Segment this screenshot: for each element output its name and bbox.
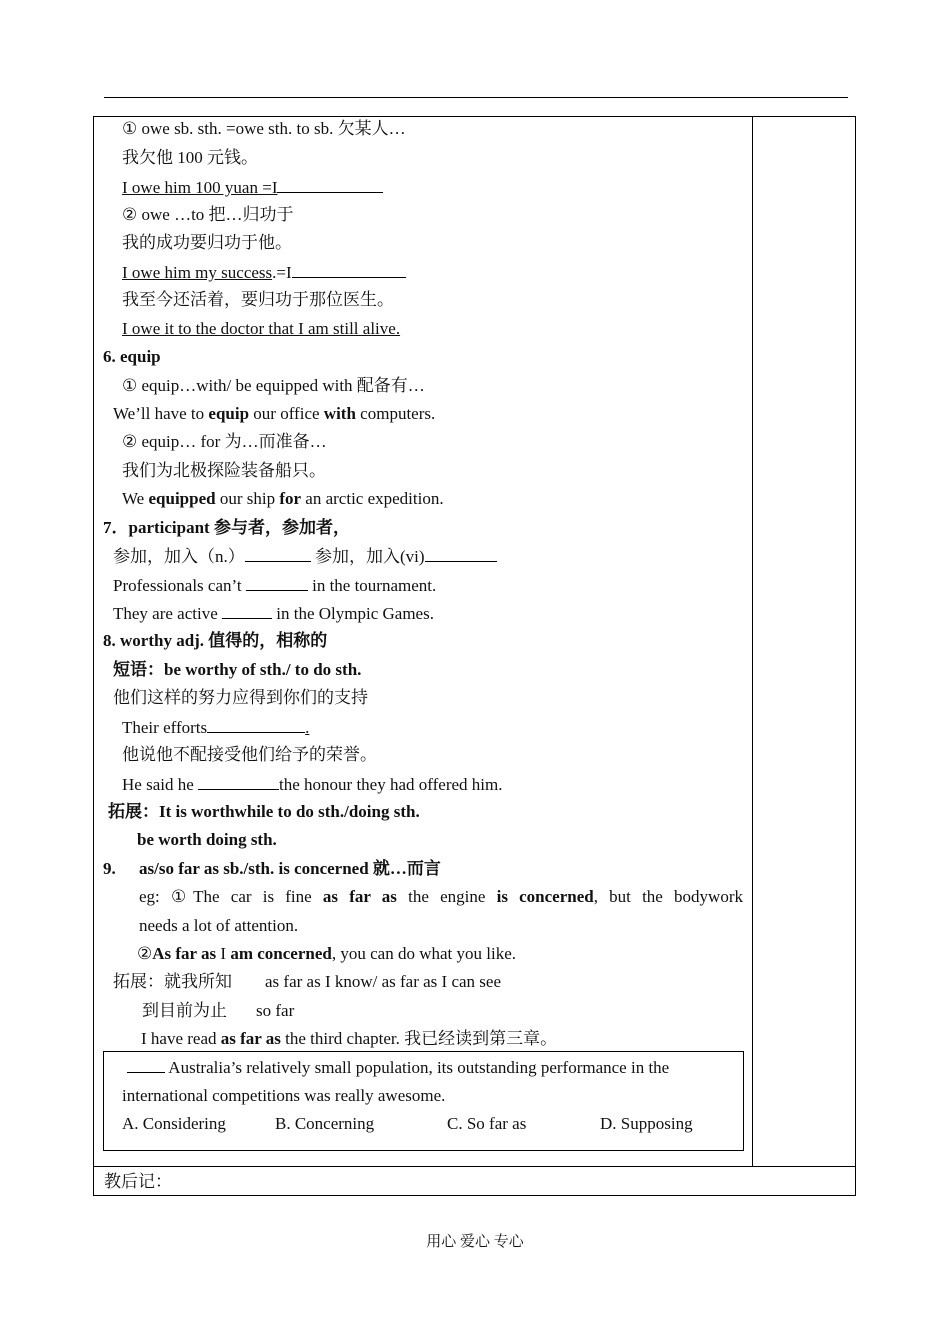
owe-example-cn-3: 我至今还活着，要归功于那位医生。 [122, 290, 394, 309]
owe-usage-2: ② owe …to 把…归功于 [122, 205, 294, 224]
fill-blank-1 [277, 176, 383, 193]
asfar-extension-en-1: as far as I know/ as far as I can see [265, 972, 501, 991]
asfar-extension-en-2: so far [256, 1001, 295, 1020]
exercise-answer-blank [127, 1056, 165, 1073]
asfar-extension-cn-2: 到目前为止 [142, 1001, 227, 1020]
participant-example-2: They are active in the Olympic Games. [113, 604, 434, 623]
owe-sentence-1: I owe him 100 yuan =I [122, 178, 278, 197]
asfar-example-1: eg: ①The car is fine as far as the engine is concerned, but the bodywork [139, 887, 743, 906]
worthy-example-cn-1: 他们这样的努力应得到你们的支持 [113, 688, 368, 707]
fill-blank-3 [245, 545, 311, 562]
worthy-example-en-1: Their efforts . [122, 718, 310, 737]
participant-example-1: Professionals can’t in the tournament. [113, 576, 437, 595]
owe-example-en-2: I owe him my success.=I [122, 261, 406, 283]
owe-example-cn-1: 我欠他 100 元钱。 [122, 148, 258, 167]
fill-blank-2 [292, 261, 406, 278]
fill-blank-6 [222, 602, 272, 619]
heading-equip: 6. equip [103, 347, 161, 366]
heading-as-far-as: as/so far as sb./sth. is concerned 就…而言 [139, 859, 441, 878]
exercise-option-b: B. Concerning [275, 1114, 375, 1133]
equip-usage-1: ① equip…with/ be equipped with 配备有… [122, 376, 425, 395]
equip-example-1: We’ll have to equip our office with computers. [113, 404, 436, 423]
equip-usage-2: ② equip… for 为…而准备… [122, 432, 327, 451]
exercise-option-d: D. Supposing [600, 1114, 693, 1133]
margin-column-divider [752, 116, 753, 1167]
notes-row-divider [93, 1166, 856, 1167]
exercise-option-c: C. So far as [447, 1114, 527, 1133]
fill-blank-4 [425, 545, 497, 562]
owe-usage-1: ① owe sb. sth. =owe sth. to sb. 欠某人… [122, 119, 406, 138]
notes-label: 教后记： [104, 1172, 172, 1191]
exercise-question-line-1: Australia’s relatively small population, its outstanding performance in the [127, 1056, 669, 1078]
worthy-extension-1: 拓展：It is worthwhile to do sth./doing sth. [108, 802, 420, 821]
worthy-example-en-2: He said he the honour they had offered him. [122, 775, 503, 794]
asfar-extension-cn-1: 拓展：就我所知 [113, 972, 232, 991]
equip-example-cn: 我们为北极探险装备船只。 [122, 461, 326, 480]
owe-sentence-2: I owe him my success [122, 263, 273, 282]
exercise-question-line-2: international competitions was really awesome. [122, 1086, 446, 1105]
equip-example-en: We equipped our ship for an arctic expedition. [122, 489, 444, 508]
fill-blank-7 [207, 716, 305, 733]
page-footer: 用心 爱心 专心 [426, 1234, 524, 1250]
owe-example-en-3: I owe it to the doctor that I am still alive. [122, 319, 401, 338]
asfar-example-1-cont: needs a lot of attention. [139, 916, 299, 935]
header-rule [104, 97, 848, 98]
asfar-example-2: ②As far as I am concerned, you can do what you like. [137, 944, 516, 963]
worthy-phrase: 短语：be worthy of sth./ to do sth. [113, 660, 362, 679]
fill-blank-8 [198, 773, 279, 790]
worthy-example-cn-2: 他说他不配接受他们给予的荣誉。 [122, 745, 377, 764]
owe-example-en-1 [122, 176, 383, 198]
heading-participant: 7．participant 参与者，参加者， [103, 518, 350, 537]
participant-forms: 参加，加入（n.） 参加，加入(vi) [113, 545, 497, 567]
heading-worthy: 8. worthy adj. 值得的，相称的 [103, 631, 328, 650]
worthy-extension-2: be worth doing sth. [137, 830, 277, 849]
heading-number-9: 9. [103, 859, 116, 878]
exercise-option-a: A. Considering [122, 1114, 226, 1133]
owe-example-cn-2: 我的成功要归功于他。 [122, 233, 292, 252]
fill-blank-5 [246, 574, 308, 591]
asfar-example-3: I have read as far as the third chapter. 我已经读到第三章。 [141, 1029, 558, 1048]
